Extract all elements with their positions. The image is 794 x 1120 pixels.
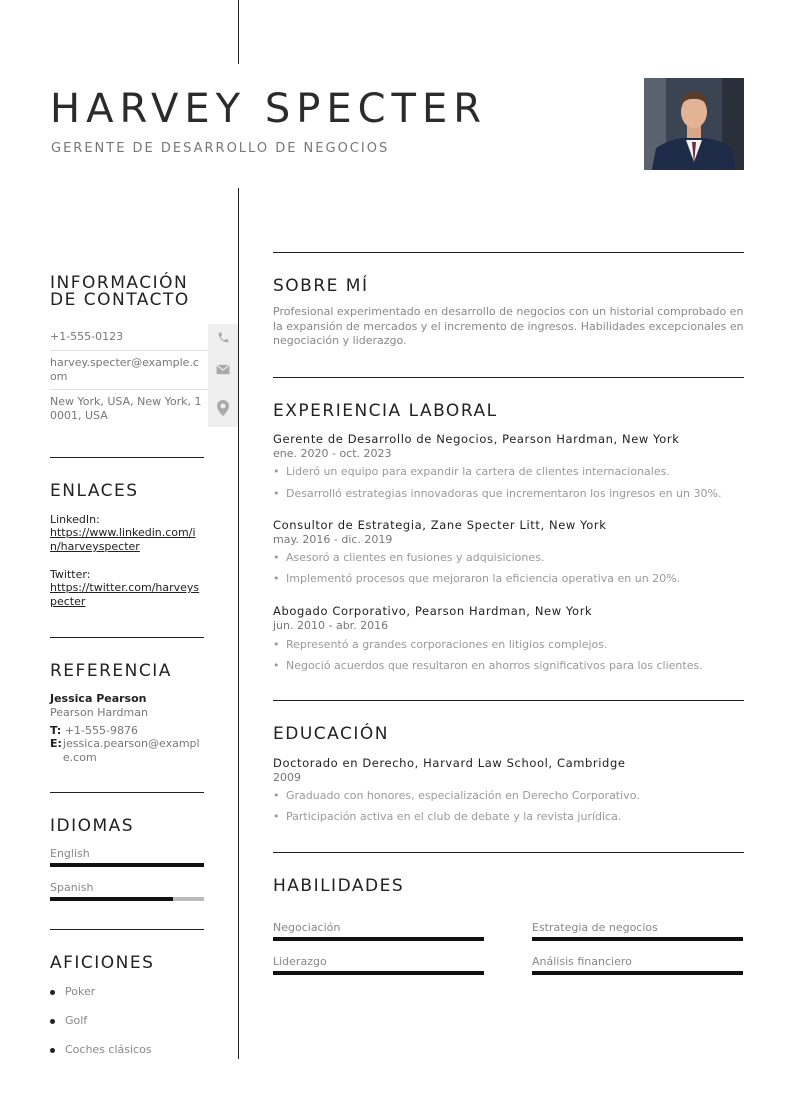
contact-phone-row	[50, 324, 238, 351]
link-linkedin-label: LinkedIn:	[50, 513, 100, 526]
contact-title-line2: DE CONTACTO	[50, 290, 190, 310]
job-bullet-text: Representó a grandes corporaciones en litigios complejos.	[286, 638, 608, 651]
bullet-icon: •	[273, 810, 280, 823]
reference-title: REFERENCIA	[50, 661, 172, 681]
sidebar-divider	[50, 792, 204, 793]
contact-phone: +1-555-0123	[50, 330, 124, 343]
mail-icon	[216, 364, 230, 375]
education-bullet	[273, 789, 640, 802]
education-title: EDUCACIÓN	[273, 724, 389, 744]
main-divider	[273, 700, 744, 701]
link-twitter	[50, 568, 200, 609]
language-label: English	[50, 847, 90, 860]
skill-label: Estrategia de negocios	[532, 921, 658, 934]
sidebar-divider	[50, 929, 204, 930]
mail-icon-box	[208, 350, 238, 389]
hobby-item	[50, 985, 95, 998]
link-twitter-label: Twitter:	[50, 568, 91, 581]
about-title: SOBRE MÍ	[273, 276, 369, 296]
skill-level-bar	[273, 971, 484, 975]
reference-email: jessica.pearson@example.com	[62, 737, 200, 764]
hobby-item	[50, 1014, 87, 1027]
job-bullet	[273, 572, 680, 585]
link-linkedin	[50, 513, 200, 554]
phone-icon	[217, 331, 230, 344]
main-divider	[273, 252, 744, 253]
skill-level-bar	[532, 971, 743, 975]
language-level-fill	[50, 863, 204, 867]
bullet-icon: •	[273, 659, 280, 672]
job-dates: ene. 2020 - oct. 2023	[273, 447, 392, 460]
bullet-icon: •	[273, 789, 280, 802]
main-divider	[273, 377, 744, 378]
skill-label: Negociación	[273, 921, 341, 934]
links-title: ENLACES	[50, 481, 139, 501]
reference-phone-label: T:	[50, 724, 62, 737]
bullet-dot-icon	[50, 1048, 55, 1053]
contact-address-row	[50, 389, 238, 427]
link-twitter-url[interactable]: https://twitter.com/harveyspecter	[50, 581, 200, 608]
bullet-icon: •	[273, 572, 280, 585]
bullet-icon: •	[273, 487, 280, 500]
reference-name: Jessica Pearson	[50, 692, 147, 705]
languages-title: IDIOMAS	[50, 816, 135, 836]
reference-phone: +1-555-9876	[64, 724, 138, 737]
profile-photo	[644, 78, 744, 170]
education-year: 2009	[273, 771, 301, 784]
bullet-icon: •	[273, 551, 280, 564]
contact-title-line1: INFORMACIÓN	[50, 273, 189, 293]
reference-company: Pearson Hardman	[50, 706, 148, 719]
reference-phone-row	[50, 724, 138, 737]
bullet-icon: •	[273, 638, 280, 651]
job-bullet-text: Asesoró a clientes en fusiones y adquisiciones.	[286, 551, 545, 564]
education-bullet	[273, 810, 621, 823]
candidate-name: HARVEY SPECTER	[50, 86, 488, 132]
bullet-dot-icon	[50, 990, 55, 995]
hobby-item	[50, 1043, 152, 1056]
job-bullet-text: Implementó procesos que mejoraron la eficiencia operativa en un 20%.	[286, 572, 681, 585]
job-dates: may. 2016 - dic. 2019	[273, 533, 393, 546]
language-level-fill	[50, 897, 173, 901]
language-label: Spanish	[50, 881, 94, 894]
job-bullet	[273, 465, 670, 478]
job-title: Consultor de Estrategia, Zane Specter Litt, New York	[273, 518, 607, 532]
job-bullet	[273, 551, 544, 564]
job-bullet	[273, 659, 703, 672]
job-bullet-text: Negoció acuerdos que resultaron en ahorros significativos para los clientes.	[286, 659, 703, 672]
job-title: Abogado Corporativo, Pearson Hardman, New York	[273, 604, 593, 618]
skill-label: Análisis financiero	[532, 955, 632, 968]
sidebar-divider	[50, 457, 204, 458]
hobby-label: Poker	[65, 985, 96, 998]
contact-address: New York, USA, New York, 10001, USA	[50, 395, 202, 422]
phone-icon-box	[208, 324, 238, 350]
education-bullet-text: Participación activa en el club de debate y la revista jurídica.	[286, 810, 622, 823]
main-divider	[273, 852, 744, 853]
bullet-dot-icon	[50, 1019, 55, 1024]
location-icon-box	[208, 389, 238, 427]
hobbies-title: AFICIONES	[50, 953, 155, 973]
sidebar-divider	[50, 637, 204, 638]
top-divider-line	[238, 0, 239, 64]
reference-email-row	[50, 737, 202, 765]
candidate-role: GERENTE DE DESARROLLO DE NEGOCIOS	[51, 141, 390, 156]
job-bullet	[273, 487, 721, 500]
contact-email: harvey.specter@example.com	[50, 356, 199, 383]
job-dates: jun. 2010 - abr. 2016	[273, 619, 389, 632]
skill-level-bar	[273, 937, 484, 941]
education-bullet-text: Graduado con honores, especialización en Derecho Corporativo.	[286, 789, 640, 802]
column-divider-line	[238, 188, 239, 1059]
job-title: Gerente de Desarrollo de Negocios, Pearson Hardman, New York	[273, 432, 680, 446]
portrait-image	[644, 78, 744, 170]
location-icon	[217, 400, 229, 416]
skill-label: Liderazgo	[273, 955, 327, 968]
reference-email-label: E:	[50, 737, 62, 750]
job-bullet-text: Desarrolló estrategias innovadoras que incrementaron los ingresos en un 30%.	[286, 487, 722, 500]
hobby-label: Coches clásicos	[65, 1043, 152, 1056]
about-text: Profesional experimentado en desarrollo de negocios con un historial comprobado en la expansión de mercados y el incremento de ingresos. Habilidades excepcionales en negociación y liderazgo.	[273, 305, 744, 347]
contact-title	[50, 275, 190, 309]
bullet-icon: •	[273, 465, 280, 478]
language-level-bar	[50, 863, 204, 867]
skill-level-bar	[532, 937, 743, 941]
education-degree: Doctorado en Derecho, Harvard Law School, Cambridge	[273, 756, 626, 770]
link-linkedin-url[interactable]: https://www.linkedin.com/in/harveyspecter	[50, 526, 196, 553]
experience-title: EXPERIENCIA LABORAL	[273, 401, 498, 421]
language-level-bar	[50, 897, 204, 901]
job-bullet-text: Lideró un equipo para expandir la cartera de clientes internacionales.	[286, 465, 670, 478]
hobby-label: Golf	[65, 1014, 88, 1027]
job-bullet	[273, 638, 608, 651]
skills-title: HABILIDADES	[273, 876, 405, 896]
contact-email-row	[50, 350, 238, 390]
